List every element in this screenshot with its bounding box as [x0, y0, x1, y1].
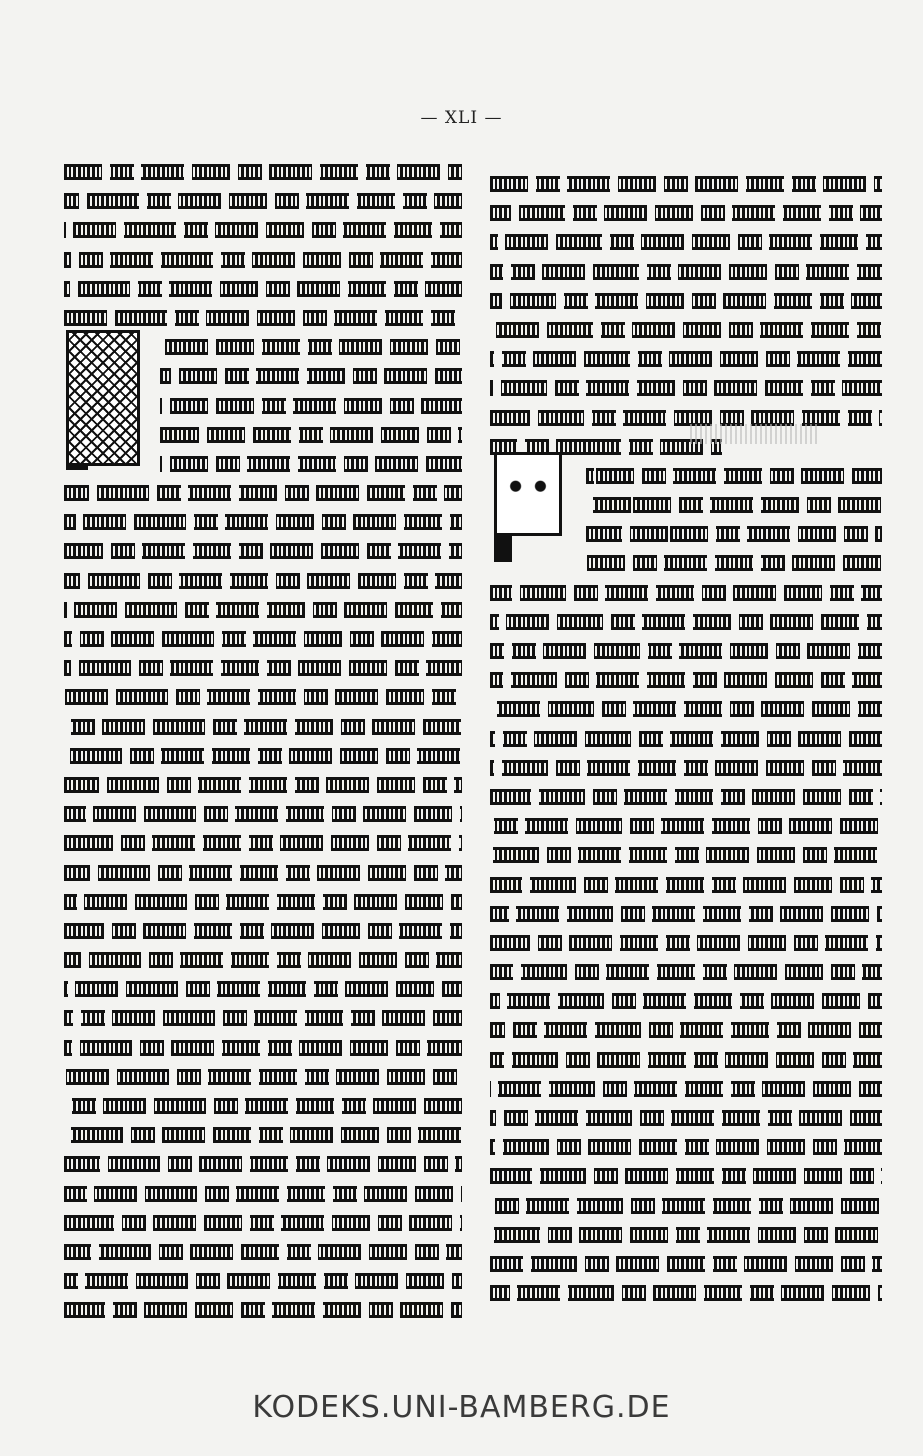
manuscript-line — [490, 1075, 882, 1104]
manuscript-line — [490, 579, 882, 608]
manuscript-line — [64, 479, 462, 508]
manuscript-line — [490, 783, 882, 812]
manuscript-line — [64, 1092, 462, 1121]
manuscript-line — [490, 228, 882, 257]
manuscript-line — [64, 596, 462, 625]
manuscript-line — [64, 742, 462, 771]
manuscript-line — [490, 258, 882, 287]
manuscript-line — [64, 508, 462, 537]
manuscript-line — [490, 1279, 882, 1308]
manuscript-line — [490, 404, 882, 433]
manuscript-line — [64, 975, 462, 1004]
manuscript-line — [64, 216, 462, 245]
manuscript-line — [490, 1221, 882, 1250]
manuscript-line — [490, 608, 882, 637]
manuscript-line — [490, 287, 882, 316]
manuscript-line — [64, 158, 462, 187]
manuscript-line — [64, 625, 462, 654]
manuscript-line — [490, 666, 882, 695]
manuscript-line — [490, 374, 882, 403]
manuscript-line — [490, 812, 882, 841]
manuscript-line — [490, 929, 882, 958]
manuscript-line — [490, 1192, 882, 1221]
right-text-column — [490, 170, 882, 1308]
manuscript-line — [64, 567, 462, 596]
manuscript-line — [490, 754, 882, 783]
manuscript-line — [490, 871, 882, 900]
manuscript-line — [64, 888, 462, 917]
manuscript-line — [64, 304, 462, 333]
manuscript-line — [490, 900, 882, 929]
manuscript-line — [64, 1034, 462, 1063]
page-number: — XLI — — [420, 108, 503, 128]
manuscript-line — [64, 1180, 462, 1209]
manuscript-line — [490, 1104, 882, 1133]
manuscript-line — [64, 1238, 462, 1267]
manuscript-line — [490, 725, 882, 754]
manuscript-line — [64, 800, 462, 829]
manuscript-line — [490, 695, 882, 724]
manuscript-line — [64, 917, 462, 946]
manuscript-line — [490, 316, 882, 345]
manuscript-line — [490, 199, 882, 228]
manuscript-line — [490, 1250, 882, 1279]
manuscript-line — [64, 1063, 462, 1092]
manuscript-line — [490, 958, 882, 987]
manuscript-line — [490, 841, 882, 870]
manuscript-line — [64, 246, 462, 275]
manuscript-line — [64, 1150, 462, 1179]
manuscript-line — [490, 637, 882, 666]
manuscript-line — [64, 1121, 462, 1150]
manuscript-line — [64, 1267, 462, 1296]
manuscript-line — [64, 829, 462, 858]
manuscript-line — [64, 654, 462, 683]
manuscript-line — [490, 170, 882, 199]
watermark: KODEKS.UNI-BAMBERG.DE — [252, 1390, 671, 1425]
manuscript-line — [64, 1296, 462, 1325]
manuscript-line — [490, 1016, 882, 1045]
manuscript-line — [64, 187, 462, 216]
manuscript-line — [64, 713, 462, 742]
manuscript-line — [64, 946, 462, 975]
manuscript-line — [64, 683, 462, 712]
manuscript-line — [64, 275, 462, 304]
manuscript-line — [490, 1162, 882, 1191]
manuscript-line — [490, 1133, 882, 1162]
manuscript-line — [64, 1004, 462, 1033]
faded-text-region — [690, 424, 820, 444]
illuminated-initial-left — [66, 330, 140, 466]
manuscript-line — [64, 537, 462, 566]
manuscript-line — [490, 345, 882, 374]
manuscript-line — [490, 1046, 882, 1075]
manuscript-line — [64, 859, 462, 888]
manuscript-line — [490, 549, 882, 578]
illuminated-initial-right — [494, 452, 562, 536]
manuscript-line — [490, 987, 882, 1016]
manuscript-line — [64, 1209, 462, 1238]
manuscript-line — [64, 771, 462, 800]
